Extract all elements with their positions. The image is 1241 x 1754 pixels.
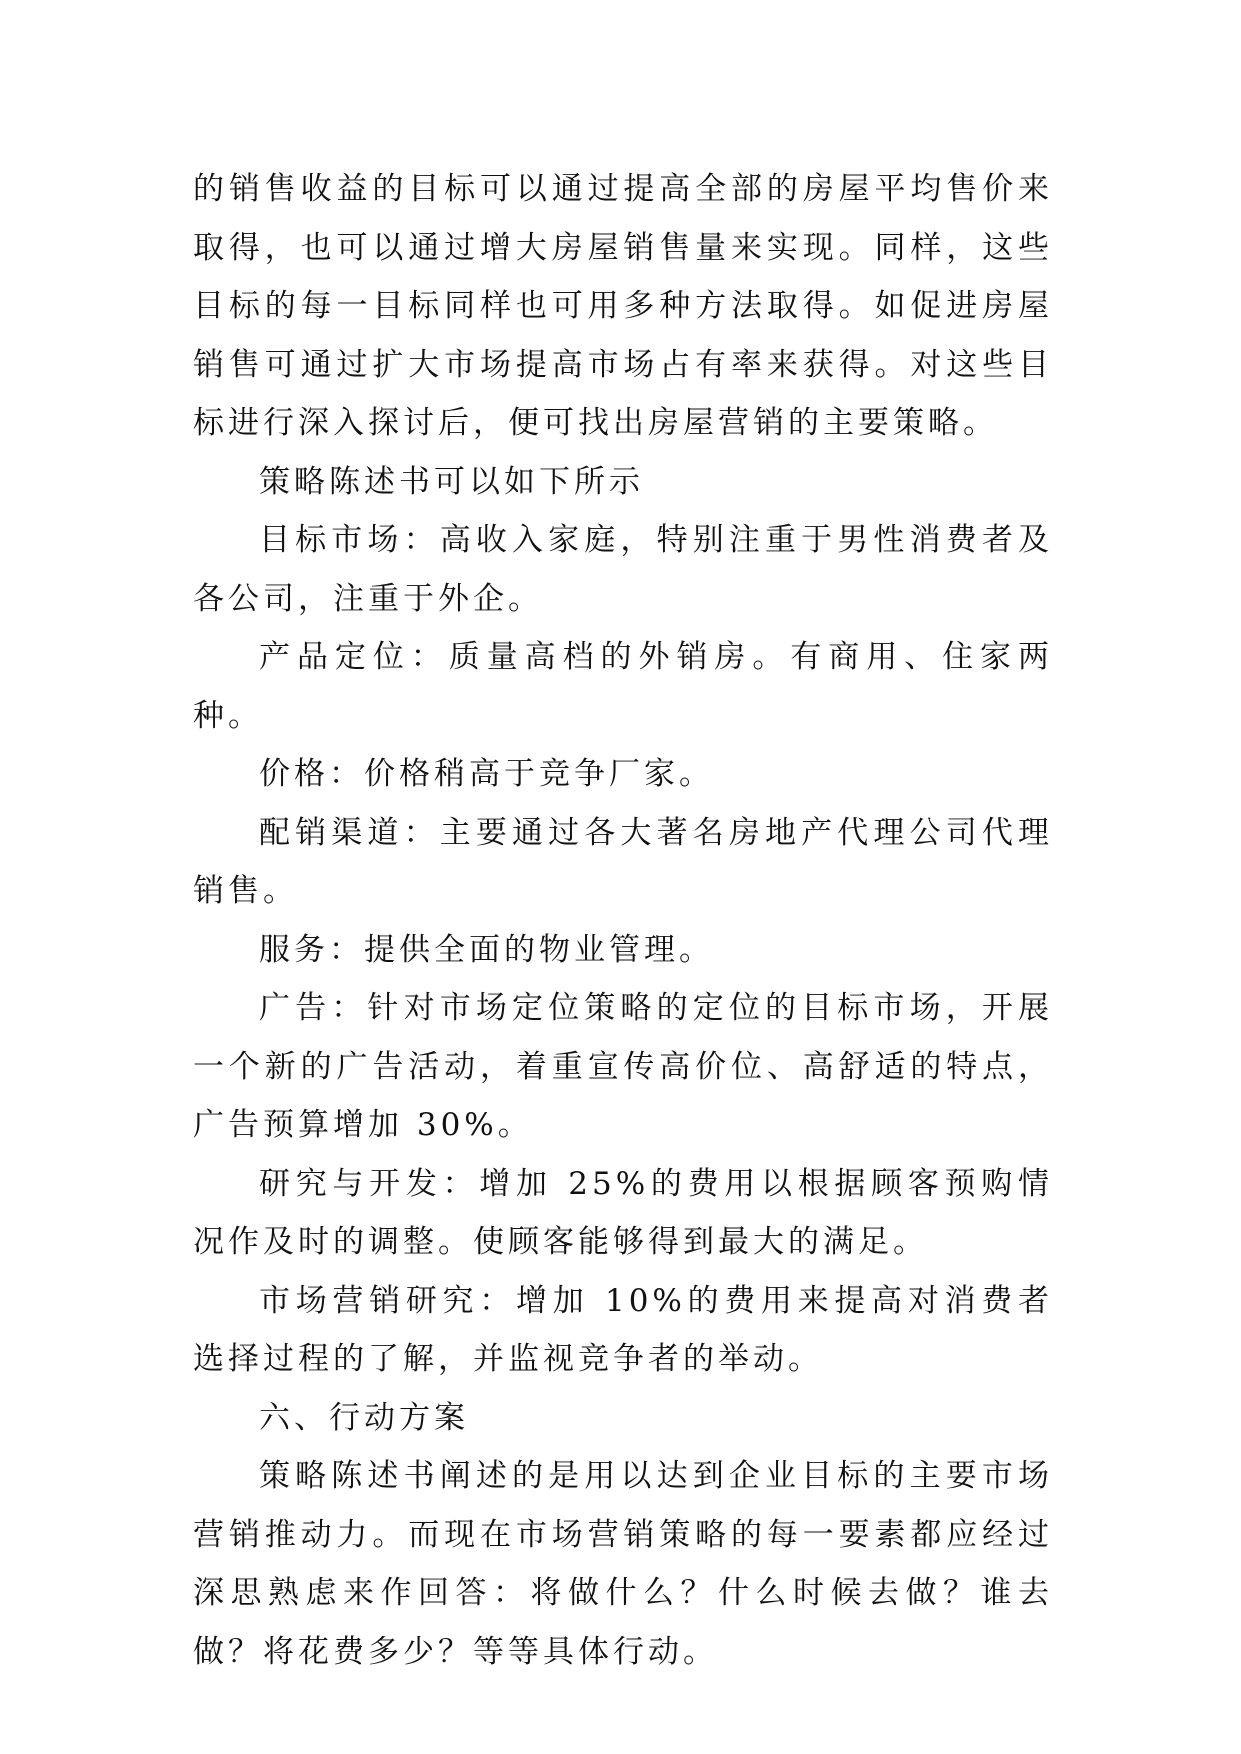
paragraph-action-plan-body: 策略陈述书阐述的是用以达到企业目标的主要市场营销推动力。而现在市场营销策略的每一要素都应经过深思熟虑来作回答：将做什么？什么时候去做？谁去做？将花费多少？等等具体行动。	[193, 1458, 1053, 1670]
paragraph-research-development: 研究与开发：增加 25%的费用以根据顾客预购情况作及时的调整。使顾客能够得到最大的满足。	[193, 1165, 1053, 1260]
paragraph-target-market: 目标市场：高收入家庭，特别注重于男性消费者及各公司，注重于外企。	[193, 522, 1053, 617]
paragraph-strategy-statement-intro: 策略陈述书可以如下所示	[259, 463, 644, 500]
document-body	[193, 160, 1053, 1681]
paragraph-continued-goals: 的销售收益的目标可以通过提高全部的房屋平均售价来取得，也可以通过增大房屋销售量来实现。同样，这些目标的每一目标同样也可用多种方法取得。如促进房屋销售可通过扩大市场提高市场占有率来获得。对这些目标进行深入探讨后，便可找出房屋营销的主要策略。	[193, 171, 1053, 441]
paragraph-advertising: 广告：针对市场定位策略的定位的目标市场，开展一个新的广告活动，着重宣传高价位、高舒适的特点，广告预算增加 30%。	[193, 990, 1053, 1143]
paragraph-product-positioning: 产品定位：质量高档的外销房。有商用、住家两种。	[193, 639, 1053, 734]
section-heading-action-plan: 六、行动方案	[259, 1399, 469, 1436]
paragraph-service: 服务：提供全面的物业管理。	[259, 931, 714, 968]
paragraph-distribution-channel: 配销渠道：主要通过各大著名房地产代理公司代理销售。	[193, 814, 1053, 909]
paragraph-marketing-research: 市场营销研究：增加 10%的费用来提高对消费者选择过程的了解，并监视竞争者的举动。	[193, 1282, 1053, 1377]
paragraph-price: 价格：价格稍高于竞争厂家。	[259, 756, 714, 792]
